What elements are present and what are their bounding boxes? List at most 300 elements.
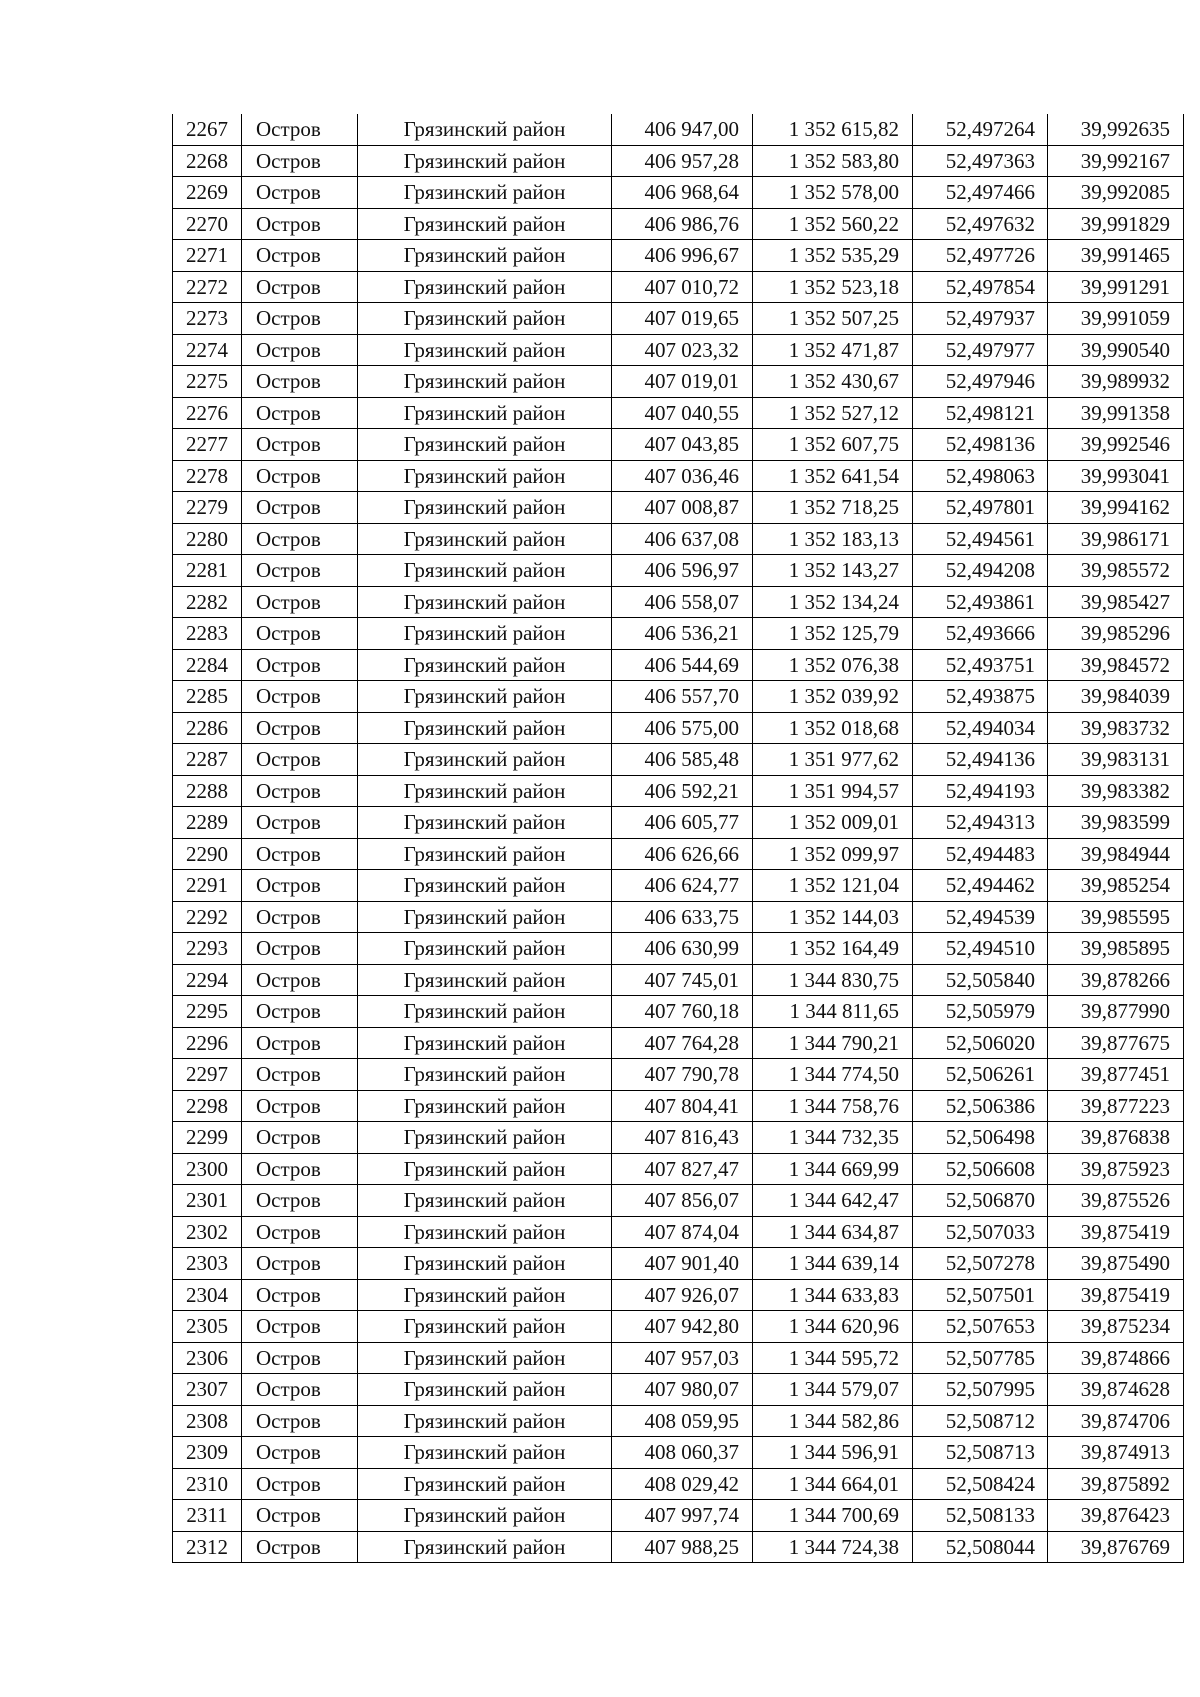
y-coordinate-cell: 1 344 664,01: [753, 1468, 913, 1500]
table-row: [173, 744, 1184, 776]
x-coordinate-cell: 406 592,21: [612, 775, 753, 807]
district-cell: Грязинский район: [358, 586, 612, 618]
point-number-cell: 2290: [173, 838, 242, 870]
object-type-cell: Остров: [242, 1122, 358, 1154]
table-row: [173, 492, 1184, 524]
longitude-cell: 39,986171: [1048, 523, 1184, 555]
longitude-cell: 39,875419: [1048, 1216, 1184, 1248]
longitude-cell: 39,985572: [1048, 555, 1184, 587]
y-coordinate-cell: 1 352 164,49: [753, 933, 913, 965]
district-cell: Грязинский район: [358, 933, 612, 965]
longitude-cell: 39,984572: [1048, 649, 1184, 681]
district-cell: Грязинский район: [358, 1027, 612, 1059]
object-type-cell: Остров: [242, 397, 358, 429]
district-cell: Грязинский район: [358, 901, 612, 933]
latitude-cell: 52,498136: [913, 429, 1048, 461]
latitude-cell: 52,507278: [913, 1248, 1048, 1280]
object-type-cell: Остров: [242, 177, 358, 209]
object-type-cell: Остров: [242, 1374, 358, 1406]
point-number-cell: 2267: [173, 114, 242, 145]
longitude-cell: 39,994162: [1048, 492, 1184, 524]
district-cell: Грязинский район: [358, 1468, 612, 1500]
point-number-cell: 2274: [173, 334, 242, 366]
latitude-cell: 52,494462: [913, 870, 1048, 902]
object-type-cell: Остров: [242, 618, 358, 650]
longitude-cell: 39,985427: [1048, 586, 1184, 618]
object-type-cell: Остров: [242, 1153, 358, 1185]
object-type-cell: Остров: [242, 1090, 358, 1122]
y-coordinate-cell: 1 344 596,91: [753, 1437, 913, 1469]
longitude-cell: 39,991059: [1048, 303, 1184, 335]
object-type-cell: Остров: [242, 712, 358, 744]
longitude-cell: 39,876838: [1048, 1122, 1184, 1154]
y-coordinate-cell: 1 344 790,21: [753, 1027, 913, 1059]
y-coordinate-cell: 1 352 471,87: [753, 334, 913, 366]
x-coordinate-cell: 407 010,72: [612, 271, 753, 303]
table-row: [173, 1248, 1184, 1280]
x-coordinate-cell: 408 060,37: [612, 1437, 753, 1469]
y-coordinate-cell: 1 344 620,96: [753, 1311, 913, 1343]
district-cell: Грязинский район: [358, 1531, 612, 1563]
latitude-cell: 52,497466: [913, 177, 1048, 209]
x-coordinate-cell: 406 630,99: [612, 933, 753, 965]
point-number-cell: 2275: [173, 366, 242, 398]
x-coordinate-cell: 407 040,55: [612, 397, 753, 429]
longitude-cell: 39,992167: [1048, 145, 1184, 177]
table-row: [173, 555, 1184, 587]
object-type-cell: Остров: [242, 334, 358, 366]
latitude-cell: 52,493666: [913, 618, 1048, 650]
point-number-cell: 2312: [173, 1531, 242, 1563]
table-row: [173, 933, 1184, 965]
point-number-cell: 2303: [173, 1248, 242, 1280]
x-coordinate-cell: 406 624,77: [612, 870, 753, 902]
district-cell: Грязинский район: [358, 429, 612, 461]
point-number-cell: 2284: [173, 649, 242, 681]
point-number-cell: 2306: [173, 1342, 242, 1374]
longitude-cell: 39,877675: [1048, 1027, 1184, 1059]
latitude-cell: 52,497632: [913, 208, 1048, 240]
longitude-cell: 39,874628: [1048, 1374, 1184, 1406]
y-coordinate-cell: 1 351 994,57: [753, 775, 913, 807]
point-number-cell: 2287: [173, 744, 242, 776]
latitude-cell: 52,494193: [913, 775, 1048, 807]
table-row: [173, 397, 1184, 429]
longitude-cell: 39,989932: [1048, 366, 1184, 398]
y-coordinate-cell: 1 352 009,01: [753, 807, 913, 839]
table-row: [173, 1216, 1184, 1248]
table-row: [173, 586, 1184, 618]
longitude-cell: 39,990540: [1048, 334, 1184, 366]
table-row: [173, 1500, 1184, 1532]
point-number-cell: 2309: [173, 1437, 242, 1469]
district-cell: Грязинский район: [358, 838, 612, 870]
object-type-cell: Остров: [242, 460, 358, 492]
y-coordinate-cell: 1 352 578,00: [753, 177, 913, 209]
longitude-cell: 39,984944: [1048, 838, 1184, 870]
district-cell: Грязинский район: [358, 964, 612, 996]
object-type-cell: Остров: [242, 429, 358, 461]
object-type-cell: Остров: [242, 208, 358, 240]
longitude-cell: 39,983131: [1048, 744, 1184, 776]
district-cell: Грязинский район: [358, 744, 612, 776]
x-coordinate-cell: 407 036,46: [612, 460, 753, 492]
table-row: [173, 964, 1184, 996]
y-coordinate-cell: 1 344 811,65: [753, 996, 913, 1028]
table-row: [173, 870, 1184, 902]
table-row: [173, 1122, 1184, 1154]
table-row: [173, 901, 1184, 933]
object-type-cell: Остров: [242, 240, 358, 272]
point-number-cell: 2271: [173, 240, 242, 272]
object-type-cell: Остров: [242, 271, 358, 303]
x-coordinate-cell: 407 957,03: [612, 1342, 753, 1374]
district-cell: Грязинский район: [358, 397, 612, 429]
object-type-cell: Остров: [242, 586, 358, 618]
table-row: [173, 1090, 1184, 1122]
latitude-cell: 52,498121: [913, 397, 1048, 429]
y-coordinate-cell: 1 344 579,07: [753, 1374, 913, 1406]
x-coordinate-cell: 407 790,78: [612, 1059, 753, 1091]
table-row: [173, 681, 1184, 713]
district-cell: Грязинский район: [358, 366, 612, 398]
longitude-cell: 39,985254: [1048, 870, 1184, 902]
object-type-cell: Остров: [242, 1531, 358, 1563]
object-type-cell: Остров: [242, 1185, 358, 1217]
y-coordinate-cell: 1 352 523,18: [753, 271, 913, 303]
table-row: [173, 114, 1184, 145]
longitude-cell: 39,991291: [1048, 271, 1184, 303]
district-cell: Грязинский район: [358, 145, 612, 177]
table-row: [173, 775, 1184, 807]
y-coordinate-cell: 1 352 076,38: [753, 649, 913, 681]
district-cell: Грязинский район: [358, 870, 612, 902]
district-cell: Грязинский район: [358, 996, 612, 1028]
object-type-cell: Остров: [242, 1405, 358, 1437]
longitude-cell: 39,983732: [1048, 712, 1184, 744]
y-coordinate-cell: 1 352 583,80: [753, 145, 913, 177]
longitude-cell: 39,985595: [1048, 901, 1184, 933]
latitude-cell: 52,508424: [913, 1468, 1048, 1500]
x-coordinate-cell: 406 996,67: [612, 240, 753, 272]
x-coordinate-cell: 407 745,01: [612, 964, 753, 996]
longitude-cell: 39,985296: [1048, 618, 1184, 650]
table-row: [173, 523, 1184, 555]
district-cell: Грязинский район: [358, 555, 612, 587]
longitude-cell: 39,983382: [1048, 775, 1184, 807]
district-cell: Грязинский район: [358, 1500, 612, 1532]
district-cell: Грязинский район: [358, 208, 612, 240]
point-number-cell: 2293: [173, 933, 242, 965]
longitude-cell: 39,874706: [1048, 1405, 1184, 1437]
x-coordinate-cell: 406 558,07: [612, 586, 753, 618]
district-cell: Грязинский район: [358, 1279, 612, 1311]
latitude-cell: 52,493875: [913, 681, 1048, 713]
y-coordinate-cell: 1 352 018,68: [753, 712, 913, 744]
district-cell: Грязинский район: [358, 1248, 612, 1280]
x-coordinate-cell: 407 019,01: [612, 366, 753, 398]
point-number-cell: 2272: [173, 271, 242, 303]
latitude-cell: 52,506870: [913, 1185, 1048, 1217]
x-coordinate-cell: 406 947,00: [612, 114, 753, 145]
y-coordinate-cell: 1 344 595,72: [753, 1342, 913, 1374]
latitude-cell: 52,494483: [913, 838, 1048, 870]
latitude-cell: 52,508713: [913, 1437, 1048, 1469]
y-coordinate-cell: 1 352 099,97: [753, 838, 913, 870]
point-number-cell: 2283: [173, 618, 242, 650]
object-type-cell: Остров: [242, 996, 358, 1028]
longitude-cell: 39,876769: [1048, 1531, 1184, 1563]
latitude-cell: 52,508044: [913, 1531, 1048, 1563]
latitude-cell: 52,494539: [913, 901, 1048, 933]
table-row: [173, 1405, 1184, 1437]
longitude-cell: 39,877451: [1048, 1059, 1184, 1091]
point-number-cell: 2273: [173, 303, 242, 335]
point-number-cell: 2286: [173, 712, 242, 744]
object-type-cell: Остров: [242, 901, 358, 933]
y-coordinate-cell: 1 344 633,83: [753, 1279, 913, 1311]
x-coordinate-cell: 406 626,66: [612, 838, 753, 870]
latitude-cell: 52,506386: [913, 1090, 1048, 1122]
object-type-cell: Остров: [242, 1279, 358, 1311]
point-number-cell: 2278: [173, 460, 242, 492]
table-row: [173, 429, 1184, 461]
district-cell: Грязинский район: [358, 1185, 612, 1217]
y-coordinate-cell: 1 344 774,50: [753, 1059, 913, 1091]
object-type-cell: Остров: [242, 492, 358, 524]
y-coordinate-cell: 1 344 700,69: [753, 1500, 913, 1532]
y-coordinate-cell: 1 344 724,38: [753, 1531, 913, 1563]
y-coordinate-cell: 1 352 125,79: [753, 618, 913, 650]
point-number-cell: 2305: [173, 1311, 242, 1343]
point-number-cell: 2299: [173, 1122, 242, 1154]
table-row: [173, 996, 1184, 1028]
object-type-cell: Остров: [242, 114, 358, 145]
x-coordinate-cell: 406 536,21: [612, 618, 753, 650]
point-number-cell: 2280: [173, 523, 242, 555]
table-body: [173, 114, 1184, 1563]
object-type-cell: Остров: [242, 775, 358, 807]
latitude-cell: 52,505840: [913, 964, 1048, 996]
x-coordinate-cell: 407 997,74: [612, 1500, 753, 1532]
object-type-cell: Остров: [242, 933, 358, 965]
object-type-cell: Остров: [242, 681, 358, 713]
x-coordinate-cell: 407 816,43: [612, 1122, 753, 1154]
district-cell: Грязинский район: [358, 334, 612, 366]
point-number-cell: 2288: [173, 775, 242, 807]
point-number-cell: 2311: [173, 1500, 242, 1532]
longitude-cell: 39,875234: [1048, 1311, 1184, 1343]
longitude-cell: 39,878266: [1048, 964, 1184, 996]
y-coordinate-cell: 1 352 607,75: [753, 429, 913, 461]
object-type-cell: Остров: [242, 807, 358, 839]
latitude-cell: 52,507033: [913, 1216, 1048, 1248]
latitude-cell: 52,506020: [913, 1027, 1048, 1059]
point-number-cell: 2304: [173, 1279, 242, 1311]
object-type-cell: Остров: [242, 1311, 358, 1343]
x-coordinate-cell: 407 804,41: [612, 1090, 753, 1122]
table-row: [173, 240, 1184, 272]
y-coordinate-cell: 1 352 121,04: [753, 870, 913, 902]
longitude-cell: 39,875526: [1048, 1185, 1184, 1217]
latitude-cell: 52,497977: [913, 334, 1048, 366]
district-cell: Грязинский район: [358, 1059, 612, 1091]
x-coordinate-cell: 407 008,87: [612, 492, 753, 524]
y-coordinate-cell: 1 352 535,29: [753, 240, 913, 272]
x-coordinate-cell: 407 764,28: [612, 1027, 753, 1059]
object-type-cell: Остров: [242, 555, 358, 587]
table-row: [173, 177, 1184, 209]
latitude-cell: 52,506608: [913, 1153, 1048, 1185]
latitude-cell: 52,508712: [913, 1405, 1048, 1437]
object-type-cell: Остров: [242, 1468, 358, 1500]
table-row: [173, 838, 1184, 870]
latitude-cell: 52,507785: [913, 1342, 1048, 1374]
object-type-cell: Остров: [242, 1342, 358, 1374]
x-coordinate-cell: 407 043,85: [612, 429, 753, 461]
point-number-cell: 2298: [173, 1090, 242, 1122]
x-coordinate-cell: 406 544,69: [612, 649, 753, 681]
x-coordinate-cell: 406 986,76: [612, 208, 753, 240]
table-row: [173, 1468, 1184, 1500]
latitude-cell: 52,507501: [913, 1279, 1048, 1311]
district-cell: Грязинский район: [358, 1090, 612, 1122]
latitude-cell: 52,494208: [913, 555, 1048, 587]
x-coordinate-cell: 406 957,28: [612, 145, 753, 177]
longitude-cell: 39,877223: [1048, 1090, 1184, 1122]
district-cell: Грязинский район: [358, 1216, 612, 1248]
y-coordinate-cell: 1 344 732,35: [753, 1122, 913, 1154]
y-coordinate-cell: 1 351 977,62: [753, 744, 913, 776]
table-row: [173, 460, 1184, 492]
y-coordinate-cell: 1 344 669,99: [753, 1153, 913, 1185]
district-cell: Грязинский район: [358, 1374, 612, 1406]
point-number-cell: 2282: [173, 586, 242, 618]
object-type-cell: Остров: [242, 1437, 358, 1469]
point-number-cell: 2308: [173, 1405, 242, 1437]
district-cell: Грязинский район: [358, 460, 612, 492]
object-type-cell: Остров: [242, 145, 358, 177]
y-coordinate-cell: 1 352 507,25: [753, 303, 913, 335]
district-cell: Грязинский район: [358, 177, 612, 209]
y-coordinate-cell: 1 352 430,67: [753, 366, 913, 398]
table-row: [173, 145, 1184, 177]
latitude-cell: 52,493861: [913, 586, 1048, 618]
point-number-cell: 2297: [173, 1059, 242, 1091]
latitude-cell: 52,497937: [913, 303, 1048, 335]
district-cell: Грязинский район: [358, 1437, 612, 1469]
point-number-cell: 2281: [173, 555, 242, 587]
y-coordinate-cell: 1 352 039,92: [753, 681, 913, 713]
district-cell: Грязинский район: [358, 240, 612, 272]
y-coordinate-cell: 1 344 634,87: [753, 1216, 913, 1248]
point-number-cell: 2289: [173, 807, 242, 839]
district-cell: Грязинский район: [358, 681, 612, 713]
longitude-cell: 39,876423: [1048, 1500, 1184, 1532]
object-type-cell: Остров: [242, 1216, 358, 1248]
district-cell: Грязинский район: [358, 1153, 612, 1185]
object-type-cell: Остров: [242, 1059, 358, 1091]
longitude-cell: 39,874866: [1048, 1342, 1184, 1374]
latitude-cell: 52,497363: [913, 145, 1048, 177]
point-number-cell: 2291: [173, 870, 242, 902]
point-number-cell: 2294: [173, 964, 242, 996]
longitude-cell: 39,875923: [1048, 1153, 1184, 1185]
district-cell: Грязинский район: [358, 114, 612, 145]
longitude-cell: 39,991465: [1048, 240, 1184, 272]
district-cell: Грязинский район: [358, 1342, 612, 1374]
latitude-cell: 52,497854: [913, 271, 1048, 303]
y-coordinate-cell: 1 352 718,25: [753, 492, 913, 524]
point-number-cell: 2279: [173, 492, 242, 524]
latitude-cell: 52,498063: [913, 460, 1048, 492]
point-number-cell: 2300: [173, 1153, 242, 1185]
y-coordinate-cell: 1 352 560,22: [753, 208, 913, 240]
object-type-cell: Остров: [242, 744, 358, 776]
latitude-cell: 52,497264: [913, 114, 1048, 145]
longitude-cell: 39,875490: [1048, 1248, 1184, 1280]
district-cell: Грязинский район: [358, 492, 612, 524]
x-coordinate-cell: 408 029,42: [612, 1468, 753, 1500]
latitude-cell: 52,506261: [913, 1059, 1048, 1091]
latitude-cell: 52,494561: [913, 523, 1048, 555]
x-coordinate-cell: 408 059,95: [612, 1405, 753, 1437]
y-coordinate-cell: 1 352 183,13: [753, 523, 913, 555]
x-coordinate-cell: 406 633,75: [612, 901, 753, 933]
table-row: [173, 1374, 1184, 1406]
x-coordinate-cell: 407 988,25: [612, 1531, 753, 1563]
point-number-cell: 2301: [173, 1185, 242, 1217]
latitude-cell: 52,497801: [913, 492, 1048, 524]
table-row: [173, 366, 1184, 398]
district-cell: Грязинский район: [358, 1405, 612, 1437]
y-coordinate-cell: 1 344 758,76: [753, 1090, 913, 1122]
y-coordinate-cell: 1 352 143,27: [753, 555, 913, 587]
longitude-cell: 39,993041: [1048, 460, 1184, 492]
latitude-cell: 52,494034: [913, 712, 1048, 744]
table-row: [173, 334, 1184, 366]
longitude-cell: 39,992546: [1048, 429, 1184, 461]
longitude-cell: 39,992085: [1048, 177, 1184, 209]
table-row: [173, 1342, 1184, 1374]
object-type-cell: Остров: [242, 1027, 358, 1059]
latitude-cell: 52,508133: [913, 1500, 1048, 1532]
x-coordinate-cell: 406 637,08: [612, 523, 753, 555]
longitude-cell: 39,985895: [1048, 933, 1184, 965]
x-coordinate-cell: 407 901,40: [612, 1248, 753, 1280]
table-row: [173, 208, 1184, 240]
object-type-cell: Остров: [242, 870, 358, 902]
table-row: [173, 1153, 1184, 1185]
point-number-cell: 2285: [173, 681, 242, 713]
point-number-cell: 2302: [173, 1216, 242, 1248]
district-cell: Грязинский район: [358, 271, 612, 303]
table-row: [173, 1311, 1184, 1343]
table-row: [173, 271, 1184, 303]
point-number-cell: 2270: [173, 208, 242, 240]
object-type-cell: Остров: [242, 523, 358, 555]
object-type-cell: Остров: [242, 838, 358, 870]
table-row: [173, 1531, 1184, 1563]
y-coordinate-cell: 1 344 582,86: [753, 1405, 913, 1437]
x-coordinate-cell: 407 023,32: [612, 334, 753, 366]
longitude-cell: 39,874913: [1048, 1437, 1184, 1469]
district-cell: Грязинский район: [358, 1122, 612, 1154]
table-row: [173, 1185, 1184, 1217]
point-number-cell: 2295: [173, 996, 242, 1028]
table-row: [173, 303, 1184, 335]
point-number-cell: 2307: [173, 1374, 242, 1406]
